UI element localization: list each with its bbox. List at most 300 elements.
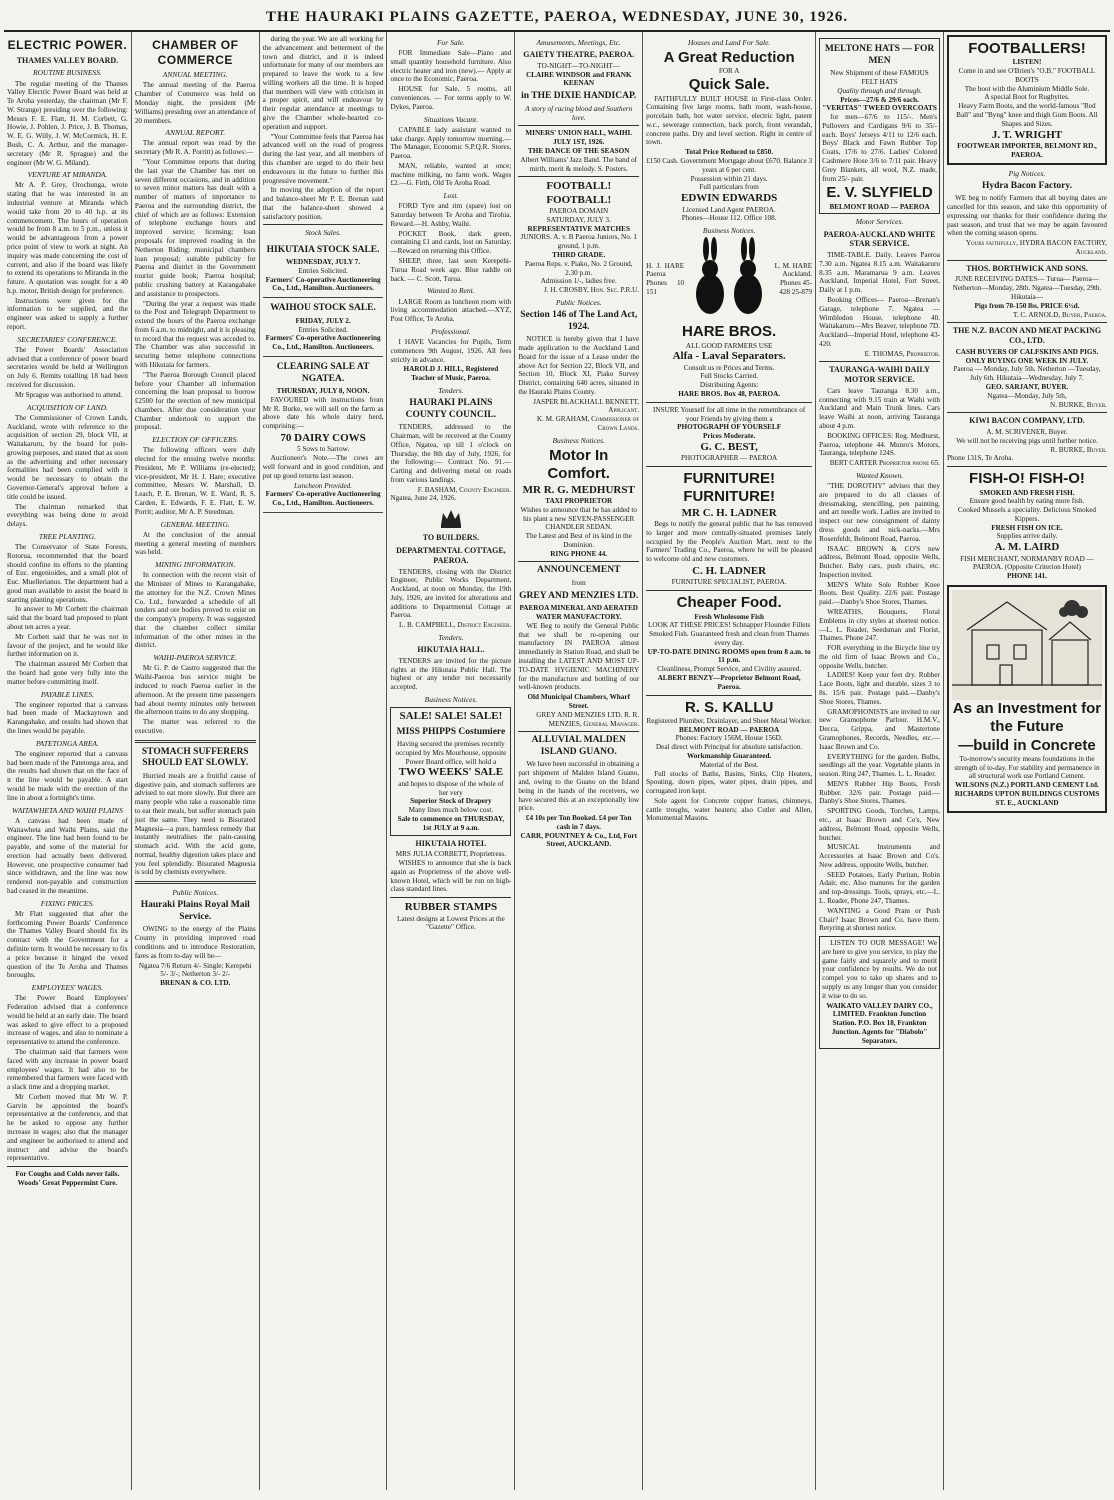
house-text: FAITHFULLY BUILT HOUSE in First-class Order. Containing five large rooms, bath room, wash-house, porcelain bath, hot water service, electric light, patent w.c., sewerage connection, back porch, front verandah, concrete paths. Dry and level section. Right in centre of town. — [646, 94, 813, 147]
plumber: Registered Plumber, Drainlayer, and Sheet Metal Worker. — [646, 716, 812, 725]
classified-ad: MEN'S Rubber Hip Boots, Fresh Rubber. 32/6 pair. Postage paid.—Danby's Shoe Stores, Thames. — [819, 779, 940, 806]
article-paragraph: The following officers were duly elected for the ensuing twelve months: President, Mr P. Williams (re-elected); vice-president, Mr H. J. Hare; executive committee, Messrs W. Marshall, D. Leach, P. E. Brenan, W. E. Ward, R. S. Carden, E. Edwards, F. E. Flatt, E. W. Porrit; auditor, Mr A. P. Steedman. — [134, 446, 256, 516]
taxi-phone: RING PHONE 44. — [550, 549, 608, 558]
hydra-title: Hydra Bacon Factory. — [981, 180, 1072, 191]
fish-merchant: FISH MERCHANT, NORMANBY ROAD — PAEROA. (Opposite Criterion Hotel) — [960, 554, 1094, 572]
article-paragraph: "The Paeroa Borough Council placed before your Chamber all information concerning the loan proposal to borrow £2500 for the erection of new municipal chambers. After due consideration your Chamber undertook to support the proposal. — [134, 370, 256, 432]
business-notices-heading: Business Notices. — [552, 435, 605, 445]
county-council-title: HAURAKI PLAINS COUNTY COUNCIL. — [405, 398, 497, 420]
total-price: Total Price Reduced to £850. — [685, 148, 774, 157]
classified-ad: WANTING a Good Pram or Push Chair? Isaac Brown and Co. have them. Retyring at shortest notice. — [819, 906, 940, 933]
motor-comfort-title: Motor In Comfort. — [547, 446, 610, 483]
sows-line: 5 Sows to Sarrow. — [296, 445, 350, 454]
section-heading: FIXING PRICES. — [40, 898, 95, 908]
below-cost: Many lines much below cost. — [408, 806, 494, 815]
guano-text: We have been successful in obtaining a part shipment of Malden Island Guano, and, owing to the Guano on the Island being in the hands of the receivers, we have secured this at an exceptionally low price. — [518, 760, 640, 813]
classified-ad: "THE DOROTHY" advises that they are prepared to do all classes of dressmaking, stencilling, pen painting, and art needle work. Ladies are invited to inspect our new consignment of dainty dress goods and nick-nacks.—Mrs Rosenfeldt, Belmont Road, Paeroa. — [819, 482, 940, 543]
guano-title: ALLUVIAL MALDEN ISLAND GUANO. — [531, 735, 626, 757]
tender-signature: L. B. CAMPBELL, District Engineer. — [399, 621, 512, 630]
reduction-title: A Great Reduction — [663, 49, 795, 67]
cottage-title: DEPARTMENTAL COTTAGE, PAEROA. — [396, 546, 506, 565]
article-paragraph: At the conclusion of the annual meeting a general meeting of members was held. — [134, 530, 256, 557]
section-heading: EMPLOYEES' WAGES. — [31, 983, 104, 993]
dance-title: THE DANCE OF THE SEASON — [528, 146, 630, 155]
tauranga-text: Cars leave Tauranga 8.30 a.m., connecting with 9.15 train at Waihi with Auckland and Main Trunk lines. Cars leave Waihi at noon, arriving Tauranga about 4 p.m. — [819, 386, 940, 431]
columns — [4, 32, 1110, 1490]
phipps-text: and hopes to dispose of the whole of her very — [398, 779, 504, 797]
mussels: Cooked Mussels a speciality. Delicious Smoked Kippers. — [957, 506, 1096, 523]
am-laird: A. M. LAIRD — [994, 541, 1060, 554]
ladner-text: Begs to notify the general public that he has removed to larger and more centrally-situated premises lately occupied by the People's Auction Mart, next to the Farmers' Trading Co., Paeroa, where he will be pleased to welcome old and new customers. — [646, 520, 813, 564]
furniture-title: FURNITURE! FURNITURE! — [683, 470, 775, 506]
wilsons-cement: WILSONS (N.Z.) PORTLAND CEMENT Ltd. RICHARDS UPTON BUILDINGS CUSTOMS ST. E., AUCKLAND — [954, 781, 1100, 807]
dairy-cows: 70 DAIRY COWS — [280, 432, 366, 445]
section-heading: PAYABLE LINES. — [40, 689, 94, 699]
land-act-notice: NOTICE is hereby given that I have made application to the Auckland Land Board for the issue of a Lease under the above Act for Section 22, Block VII, and Section 10, Block XI, Piako Survey District, containing 640 acres, situated in the Hauraki Plains County. — [518, 335, 640, 396]
mail-signature: BRENAN & CO. LTD. — [160, 979, 231, 988]
article-paragraph: The chairman said that farmers were faced with any increase in power board employees' wages. It had also to be remembered that farmers were faced with a slack time and a dropping market. — [7, 1048, 128, 1092]
miners-hall: MINERS' UNION HALL, WAIHI. JULY 1ST, 1926. — [525, 129, 633, 147]
classified-ad: MAN, reliable, wanted at once; machine milking, no farm work. Wages £2.—G. Firth, Old Te Aroha Road. — [390, 161, 512, 188]
peppermint-cure-ad: For Coughs and Colds never fails. Woods' Great Peppermint Cure. — [15, 1170, 120, 1187]
nz-bacon: THE N.Z. BACON AND MEAT PACKING CO., LTD. — [952, 326, 1102, 346]
article-paragraph: The Power Boards' Association advised that a conference of power board secretaries would be held at Wellington on July 6. Remits totalling 18 had been received for discussion. — [7, 345, 128, 390]
insure-text: INSURE Yourself for all time in the remembrance of your Friends by giving them a — [652, 405, 806, 423]
aluminium-sole: The boot with the Aluminium Middle Sole. — [964, 84, 1090, 93]
chambers-address: Old Municipal Chambers, Wharf Street. — [527, 693, 630, 710]
distributing-agents: Distributing Agents: — [699, 381, 759, 390]
article-paragraph: The matter was referred to the executive. — [134, 718, 256, 735]
luncheon-note: Luncheon Provided. — [294, 481, 353, 490]
film-blurb: A story of racing blood and Southern love. — [525, 104, 633, 122]
article-paragraph: "Your Committee reports that during the last year the Chamber has met on seven different occasions, and in addition to seven minor matters has dealt with a number of matters of importance to Paeroa and the surrounding district, the chief of which are as follows: Extension of telephone exchange hours and improved service; licensing; loan proposals for improved roading in the Netherton Riding; municipal chambers loan proposal; suitable publicity for Paeroa and district in the Government tourist guide book; Paeroa hospital; public crushing battery at Karangahake and assistance to prospectors. — [134, 158, 256, 298]
footballers-ad — [947, 35, 1107, 165]
fresh-fish: Fresh Wholesome Fish — [694, 612, 764, 621]
film-title: in THE DIXIE HANDICAP. — [521, 91, 637, 102]
classified-ad: FOR Immediate Sale—Piano and small quantity household furniture. Also electric heater and iron (new).— Apply at once to the Economic, Paeroa. — [390, 49, 512, 84]
classified-ad: EVERYTHING for the garden. Bulbs, seedlings all the year. Vegetable plants in season. Ring 247, Thames. L. L. Reader. — [819, 752, 940, 779]
clearing-sale-ad — [263, 357, 384, 513]
section-heading: ELECTION OF OFFICERS. — [152, 435, 239, 445]
kiwi-phone: Phone 131S, Te Aroha. — [946, 454, 1014, 463]
article-paragraph: Instructions were given for the information to be supplied, and the engineer was asked to supply a further report. — [7, 296, 128, 331]
mail-service-text: OWING to the energy of the Plains County in providing improved road conditions and to introduce Restoration, fares as from to-day will be— — [134, 925, 256, 960]
classified-ad: MUSICAL Instruments and Accessories at Isaac Brown and Co's. New address, opposite Wells, butcher. — [819, 843, 940, 869]
classified-ad: FOR everything in the Bicycle line try the old firm of Isaac Brown and Co., opposite Wells, butcher. — [819, 644, 940, 670]
rugby-boot: A special Boot for Rugbyites. — [984, 93, 1070, 102]
professional-heading: Professional. — [431, 326, 471, 336]
newspaper-page — [4, 4, 1110, 1492]
workmanship: Workmanship Guaranteed. — [687, 751, 772, 760]
medhurst-name: MR R. G. MEDHURST — [522, 483, 635, 496]
kallu-address: BELMONT ROAD — PAEROA — [679, 725, 780, 734]
footwear-importer: FOOTWEAR IMPORTER, BELMONT RD., PAEROA. — [957, 141, 1097, 159]
meltone-prices: Prices—27/6 & 29/6 each. — [840, 95, 919, 104]
classified-ad: SHEEP, three, last seen Kerepehi-Turua Road week ago. Blue raddle on back. — C. Scott, Turua. — [390, 257, 512, 283]
phipps-sale-ad — [390, 707, 511, 835]
article-paragraph: The Conservator of State Forests, Rotorua, recommended that the board should confine its efforts to the planting of Euc. engenioides, and a small plot of Euc. Muellerianus. The department had a good man available to assist the board in starting planting operations. — [7, 543, 128, 604]
classified-ad: GRAMOPHONISTS are invited to our new Gramophone Parlour. H.M.V., Decca, Grippa, and Mastertone Gramophones, Records, Needles, etc.—Isaac Brown and Co. — [819, 707, 940, 751]
burke-buyer: N. BURKE, Buyer. — [1050, 400, 1107, 409]
tenders-heading: Tenders. — [438, 385, 464, 395]
article-paragraph: The annual meeting of the Paeroa Chamber of Commerce was held on Monday night, the president (Mr Williams) presiding over an attendance of 20 members. — [134, 81, 256, 125]
fish-o-title: FISH-O! FISH-O! — [969, 470, 1085, 488]
material: Material of the Best. — [699, 760, 759, 769]
hydra-signature: Yours faithfully, HYDRA BACON FACTORY, Auckland. — [965, 239, 1107, 256]
all-good-farmers: ALL GOOD FARMERS USE — [685, 341, 773, 350]
scrivener: A. M. SCRIVENER, Buyer. — [986, 428, 1068, 437]
article-paragraph: Mr G. P. de Castro suggested that the Waihi-Paeroa bus service might be induced to reach Paeroa earlier in the afternoon. At the present time passengers had about twenty minutes only between the afternoon trains to do any shopping. — [134, 664, 256, 717]
white-star-title: PAEROA-AUCKLAND WHITE STAR SERVICE. — [823, 229, 936, 249]
crown-emblem-icon — [390, 507, 511, 529]
cheaper-food: Cheaper Food. — [676, 594, 782, 612]
article-paragraph: The chairman remarked that everything was being done to avoid delays. — [7, 502, 128, 529]
hall-title: HIKUTAIA HALL. — [417, 645, 485, 655]
edwin-edwards: EDWIN EDWARDS — [681, 192, 778, 205]
consult-prices: Consult us re Prices and Terms. — [683, 363, 775, 372]
chamber-subtitle: ANNUAL MEETING. — [162, 70, 228, 80]
alfa-laval: Alfa - Laval Separators. — [672, 350, 786, 363]
article-paragraph: "Your Committee feels that Paeroa has advanced well on the road of progress during the last year, and all members of this chamber are urged to do their best endeavours in the future to further this progressive movement." — [262, 132, 384, 185]
supplies: Supplies arrive daily. — [996, 532, 1058, 541]
music-teacher: HAROLD J. HILL, Registered Teacher of Music, Paeroa. — [403, 365, 499, 383]
cleanliness: Cleanliness, Prompt Service, and Civility assured. — [657, 665, 802, 674]
classified-ad: SPORTING Goods, Torches, Lamps, etc., at Isaac Brown and Co's, New address, Belmont Road, opposite Wells, butcher. — [819, 807, 940, 842]
for-sale-heading: For Sale. — [436, 38, 465, 47]
auctioneer-name: Farmers' Co-operative Auctioneering Co., Ltd., Hamilton. Auctioneers. — [265, 490, 381, 508]
stomach-ad-title: STOMACH SUFFERERS SHOULD EAT SLOWLY. — [141, 746, 249, 769]
column-7 — [816, 32, 944, 1490]
article-paragraph: In answer to Mr Corbett the chairman said that the board had proposed to plant about ten acres a year. — [7, 605, 128, 632]
smoked-fresh: SMOKED AND FRESH FISH. — [979, 488, 1075, 497]
hotel-text: WISHES to announce that she is back again as Proprietress of the above well-known Hotel, which will be run on high-class standard lines. — [390, 859, 512, 894]
white-star-proprietor: E. THOMAS, Proprietor. — [864, 349, 940, 358]
article-paragraph: The chairman assured Mr Corbett that the board had gone very fully into the matter before committing itself. — [7, 660, 128, 686]
from-word: from — [571, 578, 586, 587]
column-5 — [515, 32, 643, 1490]
houses-heading: Houses and Land For Sale. — [687, 38, 771, 47]
sarjant: GEO. SARJANT, BUYER. — [985, 382, 1069, 391]
football-title: FOOTBALL! FOOTBALL! — [546, 180, 612, 206]
dance-text: Albert Williams' Jazz Band. The band of mirth, merit & melody. S. Posters. — [520, 155, 638, 173]
kallu: R. S. KALLU — [684, 698, 774, 716]
auctioneer-note: Auctioneer's Note.—The cows are well forward and in good condition, and put up good returns last season. — [262, 454, 384, 480]
motor-services-heading: Motor Services. — [855, 217, 904, 227]
classified-ad: MEN'S White Sole Rubber Knee Boots. Best Quality. 22/6 pair. Postage paid.—Danby's Shoe Stores, Thames. — [819, 580, 940, 607]
waihou-stock-title: WAIHOU STOCK SALE. — [270, 303, 376, 314]
gaiety-theatre: GAIETY THEATRE, PAEROA. — [523, 50, 635, 60]
column-6 — [643, 32, 816, 1490]
fish-text: LOOK AT THESE PRICES! Schnapper Flounder Fillets Smoked Fish. Guaranteed fresh and clean from Thames every day. — [648, 621, 811, 647]
public-notices-heading: Public Notices. — [172, 888, 219, 898]
wanted-known-heading: Wanted Known. — [855, 470, 904, 480]
classified-ad: HOUSE for Sale, 5 rooms, all conveniences. — For terms apply to W. Dykes, Paeroa. — [390, 85, 512, 111]
rubber-stamps-title: RUBBER STAMPS — [404, 901, 498, 914]
land-act-title: Section 146 of The Land Act, 1924. — [520, 310, 638, 332]
veritas-text: for men—67/6 to 115/-. Men's Pullovers and Cardigans 9/6 to 35/- each. Boys' Jerseys 4/11 to 12/6 each. Boys' Black and Fawn Rubber Top Coats, 17/6 to 27/6. Ladies' Colored Cashmere Hose 3/6 to 7/11 pair. Heavy Grey Blankets, all wool, N.Z. made, from 25/- pair. — [822, 113, 937, 183]
electric-power-title: ELECTRIC POWER. — [7, 38, 128, 52]
concrete-agent: Sole agent for Concrete copper frames, chimneys, cattle troughs, water heaters; also Cutler and Allen, Monumental Masons. — [646, 796, 813, 823]
hare-box: HARE BROS. Box 48, PAEROA. — [678, 390, 781, 399]
tender-text: TENDERS, addressed to the Chairman, will be received at the County Office, Ngatea, up till 1 o'clock on Thursday, the 8th day of July, 1926, for the following:— Contract No. 91.—Carting and delivering metal on roads from various landings. — [390, 423, 512, 484]
article-paragraph: Mr A. P. Grey, Orochunga, wrote stating that he was interested in an industrial venture at Miranda which would take from 20 to 40 h.p. at its commencement. The hours of operation would be from 8 a.m. to 5 p.m., unless it would be advantageous from a power price point of view to work at night. An inquiry was made concerning the cost of current, and also if the board was likely to extend its operations to Miranda in the future. A quotation was sought for a 40 h.p. motor, British design for preference. — [7, 181, 128, 295]
electric-power-subtitle: THAMES VALLEY BOARD. — [16, 55, 119, 65]
concrete-text: To-morrow's security means foundations in the strength of to-day. For stability and permanence in all structural work use Portland Cement. — [954, 754, 1100, 781]
article-paragraph: Mr Flatt suggested that after the forthcoming Power Boards' Conference the Thames Valley Board should fix its contract with the Government for a definite term. It would be necessary to fix a price because it hinged the vexed question of the Te Aroha and Thames boroughs. — [7, 909, 128, 980]
section-heading: WAITAWHETA AND WAIHI PLAINS — [12, 805, 123, 815]
column-2 — [132, 32, 260, 1490]
grey-signature: GREY AND MENZIES LTD. R. R. MENZIES, General Manager. — [536, 710, 640, 728]
hikutaia-stock-ad — [263, 240, 384, 299]
article-paragraph: In moving the adoption of the report and balance-sheet Mr P. E. Brenan said that the balance-sheet showed a satisfactory position. — [262, 186, 384, 221]
jt-wright: J. T. WRIGHT — [991, 128, 1063, 141]
concrete-ad — [947, 585, 1107, 813]
ladner-signature: C. H. LADNER — [692, 565, 767, 578]
auctioneer-name: Farmers' Co-operative Auctioneering Co., Ltd., Hamilton. Auctioneers. — [265, 334, 381, 352]
entries-solicited: Entries Solicited. — [298, 325, 348, 334]
stock-sales-heading: Stock Sales. — [305, 228, 341, 238]
ngatea-date: Ngatea—Monday, July 5th, — [987, 391, 1067, 400]
juniors-match: JUNIORS. A. v. B Paeroa Juniors, No. 1 ground, 1 p.m. — [520, 233, 637, 251]
white-star-timetable: TIME-TABLE. Daily. Leaves Paeroa 7.30 a.m. Ngatea 8.15 a.m. Waitakaruru 8.35 a.m. Maramarua 9 a.m. Leaves Auckland, Imperial Hotel, Fort Street, Daily at 1 p.m. — [819, 251, 940, 295]
third-grade: THIRD GRADE. — [552, 251, 606, 259]
meltone-quality: Quality through and through. — [837, 86, 922, 95]
section-heading: ACQUISITION OF LAND. — [26, 402, 108, 412]
phipps-text: Having secured the premises recently occupied by Mrs Mourhouse, opposite Power Board office, will hold a — [395, 740, 507, 766]
principal: Deal direct with Principal for absolute satisfaction. — [655, 743, 803, 752]
footballers-title: FOOTBALLERS! — [968, 40, 1086, 57]
business-notices-heading: Business Notices. — [424, 694, 478, 704]
film-stars: CLAIRE WINDSOR and FRANK KEENAN — [525, 70, 632, 88]
mineral-factory: PAEROA MINERAL AND AERATED WATER MANUFACTORY. — [519, 604, 638, 622]
grey-menzies: GREY AND MENZIES LTD. — [519, 590, 639, 601]
article-paragraph: during the year. We are all working for the advancement and betterment of the town and district, and it is indeed unfortunate for many of our members are prepared to leave the work to a few willing workers all the time. It is hoped that members will view with criticism in a proper spirit, and will endeavour by their regular attendance at meetings to give the Chamber whole-hearted co-operation and support. — [262, 35, 384, 131]
article-paragraph: "During the year a request was made to the Post and Telegraph Department to extend the hours of the Paeroa exchange from 6 a.m. to midnight, and it is pleasing to record that the request was acceded to. The Chamber was also successful in securing better telephone connections with Hikutaia for farmers. — [134, 299, 256, 369]
masthead: THE HAURAKI PLAINS GAZETTE, PAEROA, WEDNESDAY, JUNE 30, 1926. — [4, 4, 1110, 32]
builders-title: TO BUILDERS. — [422, 533, 480, 543]
slyfield: E. V. SLYFIELD — [826, 184, 933, 202]
section-heading: GENERAL MEETING. — [160, 519, 230, 529]
classified-ad: CAPABLE lady assistant wanted to take charge. Apply tomorrow morning.—The Manager, Economic S.P.Q.R. Stores, Paeroa. — [390, 125, 512, 161]
taxi-text: Wishes to announce that he has added to his plant a new SEVEN-PASSENGER CHANDLER SEDAN. — [520, 505, 637, 532]
kiwi-bacon: KIWI BACON COMPANY, LTD. — [969, 416, 1085, 426]
waikato-dairy-ad — [819, 936, 940, 1048]
section-heading: PATETONGA AREA. — [35, 738, 99, 748]
kallu-phones: Phones: Factory 156M, House 156D. — [675, 734, 783, 743]
white-star-booking: Booking Offices— Paeroa—Brenan's Garage, telephone 7. Ngatea — Wimbledon House, telephone 40. Waitakaruru—Mrs Beaver, telephone 7D. Auckland—Imperial Hotel, telephone 43-420. — [819, 295, 940, 348]
tender-text: TENDERS are invited for the picture rights at the Hikutaia Public Hall. The highest or any tender not necessarily accepted. — [390, 656, 512, 692]
photographer: PHOTOGRAPHER — PAEROA — [681, 454, 778, 463]
listen-message: LISTEN TO OUR MESSAGE! We are here to give you service, to play the game fairly and squarely and to merit your confidence by results. We do not compel you to take up shares and to supply us any longer than you consider it wise to do so. — [822, 939, 937, 1000]
public-notices-heading: Public Notices. — [555, 297, 602, 307]
article-paragraph: Mr Corbett said that he was not in favour of the project, and he would like further information on it. — [7, 632, 128, 659]
superior-stock: Superior Stock of Drapery — [410, 797, 492, 806]
gc-best: G. C. BEST, — [700, 440, 758, 453]
tonight: TO-NIGHT—TO-NIGHT— — [537, 61, 621, 70]
column-1 — [4, 32, 132, 1490]
hydra-text: WE beg to notify Farmers that all buying dates are cancelled for this season, and take this opportunity of expressing our thanks for their confidence during the past season, and trust that we may be again favoured when the coming season opens. — [946, 194, 1107, 238]
hare-left-contact: H. J. HARE Paeroa Phones 10 151 — [646, 261, 685, 296]
tender-text: TENDERS, closing with the District Engineer, Public Works Department, Auckland, at noon on Monday, the 19th July, 1926, are invited for alterations and additions to Departmental Cottage at Paeroa. — [390, 567, 512, 620]
column-4 — [387, 32, 515, 1490]
waihou-stock-ad — [263, 298, 384, 357]
stomach-ad-text: Hurried meals are a fruitful cause of digestive pain, and stomach sufferers are advised to eat more slowly. But there are many people who take a reasonable time to eat their meals, but suffer stomach pain just the same. They need is Bisurated Magnesia—a pure, harmless remedy that instantly neutralises the pain-causing stomach acid. With the acid gone, normal, healthy digestion takes place and you feel splendidly. Bisurated Magnesia is sold by chemists everywhere. — [134, 771, 256, 877]
possession: Possession within 21 days. — [690, 174, 768, 183]
tender-signature: F. BASHAM, County Engineer. — [417, 485, 512, 494]
clearing-sale-date: THURSDAY, JULY 8, NOON. — [276, 387, 370, 396]
sale-banner: SALE! SALE! SALE! — [399, 710, 503, 723]
classified-ad: I HAVE Vacancies for Pupils, Term commences 9th August, 1926. All fees strictly in advance. — [390, 338, 512, 364]
tender-date: Ngatea, June 24, 1926. — [390, 494, 457, 503]
june-dates: JUNE RECEIVING DATES— Turua— Paeroa— Netherton—Monday, 28th. Ngatea—Tuesday, 29th. Hikutaia— — [952, 275, 1102, 302]
classified-ad: WREATHS, Bouquets, Floral Emblems in city styles at shortest notice.—L. L. Reader, Seedsman and Florist, Thames. Phone 247. — [819, 608, 940, 643]
obrien-boots: Come in and see O'Brien's "O.B." FOOTBALL BOOTS — [958, 67, 1096, 84]
concrete-building-icon — [952, 590, 1102, 700]
business-notices-heading: Business Notices. — [702, 226, 756, 236]
hikutaia-stock-title: HIKUTAIA STOCK SALE. — [266, 244, 380, 255]
entries-solicited: Entries Solicited. — [298, 266, 348, 275]
section-heading: TREE PLANTING. — [38, 531, 96, 541]
football-venue: PAEROA DOMAIN — [549, 207, 609, 216]
quick-sale: Quick Sale. — [688, 76, 770, 94]
column-3 — [260, 32, 388, 1490]
carr-pountney: CARR, POUNTNEY & Co., Ltd, Fort Street, AUCKLAND. — [520, 831, 637, 849]
article-paragraph: Mr Corbett moved that Mr W. P. Garvin be appointed the board's representative at the conference, and that he be asked to oppose any further increase in wages; also that the manager and engineer be authorised to attend and instruct and advise the board's representative. — [7, 1092, 128, 1163]
agent-phones: Phones—House 112. Office 108. — [681, 214, 777, 223]
classified-ad: POCKET Book, dark green, containing £1 and cards, lost on Saturday.—Reward on returning this Office. — [390, 229, 512, 256]
wanted-rent-heading: Wanted to Rent. — [427, 286, 475, 296]
hare-rabbits-icon — [684, 239, 774, 319]
section-heading: WAIHI-PAEROA SERVICE. — [153, 653, 238, 663]
mortgage: £150 Cash. Government Mortgage about £670. Balance 3 years at 6 per cent. — [646, 156, 813, 174]
column-8 — [944, 32, 1110, 1490]
section-heading: SECRETARIES' CONFERENCE. — [17, 334, 118, 344]
tauranga-title: TAURANGA-WAIHI DAILY MOTOR SERVICE. — [829, 365, 930, 385]
rep-matches: REPRESENTATIVE MATCHES — [527, 224, 630, 233]
land-agent: Licensed Land Agent PAEROA. — [682, 205, 776, 214]
classified-ad: LADIES! Keep your feet dry. Rubber Lace Boots, light and durable, sizes 3 to 8s. 15/6 pair. Postage paid.—Danby's Shoe Stores, Thames. — [819, 671, 940, 706]
chamber-title: CHAMBER OF COMMERCE — [152, 38, 239, 67]
admission: Admission 1/-, ladies free. — [540, 277, 617, 286]
for-a: FOR A — [718, 67, 740, 76]
phone-141: PHONE 141. — [1007, 572, 1047, 581]
hotel-title: HIKUTAIA HOTEL — [415, 838, 487, 848]
classified-ad: SEED Potatoes, Early Puritan, Robin Adair, etc. Also manures for the garden and top-dressings. Tools, sprays, etc.—L. L. Reader, Phone 247, Thames. — [819, 870, 940, 906]
pig-notices-heading: Pig Notices. — [1008, 168, 1046, 178]
article-paragraph: The annual report was read by the secretary (Mr R. A. Porritt) as follows:— — [134, 139, 256, 157]
meltone-text: New Shipment of these FAMOUS FELT HATS — [830, 69, 929, 86]
situations-heading: Situations Vacant. — [423, 114, 478, 124]
sale-commence: Sale to commence on THURSDAY, 1st JULY at 9 a.m. — [397, 814, 505, 832]
prices-moderate: Prices Moderate. — [702, 432, 756, 441]
furniture-specialist: FURNITURE SPECIALIST, PAEROA. — [671, 578, 787, 587]
full-particulars: Full particulars from — [699, 183, 759, 192]
article-paragraph: A canvass had been made of Waitawheta and Waihi Plains, said the engineer. The line had been found to be payable, and some of the material for erection had actually been delivered. However, one prospective consumer had since withdrawn, and the line was now rendered non-payable and construction had ceased in the meantime. — [7, 816, 128, 895]
dining-rooms: UP-TO-DATE DINING ROOMS open from 8 a.m. to 11 p.m. — [647, 647, 811, 665]
guano-price: £4 10s per Ton Booked. £4 per Ton cash in 7 days. — [525, 814, 632, 831]
taxi-proprietor: TAXI PROPRIETOR — [545, 496, 613, 505]
article-paragraph: The Power Board Employees' Federation advised that a conference would be held at an early date. The board was asked to give effect to a proposed increase of wages, and also to nominate a representative to attend the conference. — [7, 994, 128, 1047]
r-burke: R. BURKE, Buyer. — [1050, 445, 1107, 454]
waihou-stock-date: FRIDAY, JULY 2. — [295, 316, 351, 325]
rubber-stamps-text: Latest designs at Lowest Prices at the "Gazette" Office. — [397, 914, 505, 932]
borthwick: THOS. BORTHWICK AND SONS. — [966, 263, 1088, 273]
auctioneer-name: Farmers' Co-operative Auctioneering Co., Ltd., Hamilton. Auctioneers. — [265, 275, 381, 293]
mail-fares: Ngatea 7/6 Return 4/- Single; Kerepehi 5/- 3/-; Netherton 3/- 2/- — [138, 961, 252, 979]
veritas-title: "VERITAS" TWEED OVERCOATS — [822, 104, 937, 113]
benzy: ALBERT BENZY—Proprietor Belmont Road, Paeroa. — [657, 674, 801, 691]
july-dates: Paeroa — Monday, July 5th. Netherton —Tuesday, July 6th. Hikutaia—Wednesday, July 7. — [953, 365, 1101, 383]
build-concrete: —build in Concrete — [958, 736, 1096, 754]
only-one-week: ONLY BUYING ONE WEEK IN JULY. — [965, 356, 1089, 365]
article-paragraph: In connection with the recent visit of the Minister of Mines to Karangahake, the attorney for the N.Z. Crown Mines Co. Ltd., forwarded a schedule of all tenders and ore bodies proved to exist on the company's property. It was suggested that the chamber collect similar information of the other mines in the district. — [134, 571, 256, 650]
article-paragraph: Mr Sprague was authorised to attend. — [15, 390, 123, 399]
listen: LISTEN! — [1012, 58, 1042, 67]
football-date: SATURDAY, JULY 3. — [546, 215, 611, 224]
hare-bros-logo: HARE BROS. — [682, 323, 777, 341]
lost-heading: Lost. — [443, 191, 459, 201]
arnold-buyer: T. C. ARNOLD, Buyer, Paeroa. — [1012, 310, 1107, 319]
baths-text: Full stocks of Baths, Basins, Sinks, Clip Heaters, Spouting, down pipes, water pipes, drain pipes, and corrugated iron kept. — [646, 769, 813, 796]
waikato-dairy: WAIKATO VALLEY DAIRY CO., LIMITED. Frankton Junction Station. P.O. Box 18, Frankton Junction. Agents for "Diabolo" Separators. — [826, 1001, 933, 1045]
amusements-heading: Amusements, Meetings, Etc. — [536, 38, 621, 47]
applicant-sig: JASPER BLACKHALL BENNETT, Applicant. — [533, 397, 640, 415]
section-heading: MINING INFORMATION. — [155, 560, 236, 570]
article-paragraph: The Commissioner of Crown Lands, Auckland, wrote with reference to the acquisition of section 29, block VII, at Waitakaruru, by the board for pole-growing purposes, and stated that as soon as the advertising and other necessary formalities had been complied with it would be necessary to obtain the Governor-General's approval before a title could be issued. — [7, 413, 128, 501]
section-heading: ROUTINE BUSINESS. — [33, 68, 102, 78]
article-paragraph: The regular meeting of the Thames Valley Electric Power Board was held at Te Aroha yesterday, the chairman (Mr F. W. Strange) presiding over the following: Messrs F. E. Flatt, H. M. Corbett, G. Howie, J. Pohlen, J. Price, J. B. Thomas, W. E. G. Willy, J. W. McCormick, H. E. Bush, C. A. Arthur, and the manager-secretary (Mr R. Sprague) and the engineer (Mr W. G. Miland). — [7, 79, 128, 167]
hare-bros-ad — [646, 239, 812, 319]
not-receiving: We will not be receiving pigs until further notice. — [956, 436, 1098, 445]
commissioner-sig: K. M. GRAHAM, Commissioner of Crown Lands. — [536, 415, 640, 433]
mail-service-title: Hauraki Plains Royal Mail Service. — [140, 900, 250, 922]
phipps-title: MISS PHIPPS Costumiere — [396, 726, 506, 737]
ladner-name: MR C. H. LADNER — [681, 506, 777, 519]
tauranga-booking: BOOKING OFFICES: Reg. Medhurst, Paeroa, telephone 44. Munro's Motors, Tauranga, telephone 124S. — [819, 431, 940, 458]
section-heading: VENTURE AT MIRANDA. — [27, 170, 108, 180]
ensure-health: Ensure good health by eating more fish. — [969, 497, 1085, 506]
meltone-title: MELTONE HATS — FOR MEN — [824, 44, 935, 66]
section-heading: ANNUAL REPORT. — [165, 128, 226, 138]
fish-on-ice: FRESH FISH ON ICE. — [991, 523, 1063, 532]
tauranga-proprietor: BERT CARTER Proprietor phone 65. — [829, 459, 940, 468]
classified-ad: ISAAC BROWN & CO'S new address, Belmont Road, opposite Wells, Butcher. Baby cars, push chairs, etc. Inspection invited. — [819, 544, 940, 579]
article-paragraph: The engineer reported that a canvass had been made of the Patetonga area, and the results had shown that on the face of it the line would be payable. A start would be made with the erection of the line in about a fortnight's time. — [7, 749, 128, 802]
investment-title: As an Investment for the Future — [952, 699, 1102, 736]
clearing-sale-title: CLEARING SALE AT NGATEA. — [276, 361, 370, 384]
cash-buyers: CASH BUYERS OF CALFSKINS AND PIGS. — [955, 347, 1099, 356]
article-paragraph: The engineer reported that a canvass had been made of Mackaytown and Karangahake, and results had shown that the lines would be payable. — [7, 700, 128, 735]
hotel-proprietress: MRS JULIA CORBETT, Proprietress. — [395, 850, 507, 859]
secretary-sig: J. H. CROSBY, Hon. Sec. P.R.U. — [543, 286, 640, 295]
full-stocks: Full Stocks Carried. — [700, 372, 758, 381]
mineral-text: WE Beg to notify the General Public that we shall be re-opening our manufactory IN PAEROA almost immediately in Station Road, and shall be installing the LATEST AND MOST UP-TO-DATE HYGIENIC MACHINERY for the manufacture and bottling of our well-known products. — [518, 621, 640, 692]
gum-boots: Heavy Farm Boots, and the world-famous "Red Ball" and "Byng" knee and thigh Gum Boots. All Shapes and Sizes. — [956, 102, 1098, 128]
announcement-title: ANNOUNCEMENT — [537, 565, 621, 576]
hikutaia-stock-date: WEDNESDAY, JULY 7. — [286, 258, 361, 267]
classified-ad: LARGE Room as luncheon room with living accommodation attached.—XYZ, Post Office, Te Aroha. — [390, 297, 512, 324]
meltone-ad — [819, 38, 940, 214]
two-weeks-sale: TWO WEEKS' SALE — [398, 766, 504, 779]
pig-price: Pigs from 70-150 lbs. PRICE 6½d. — [974, 301, 1080, 310]
third-grade-match: Paeroa Reps. v. Piako, No. 2 Ground, 2.30 p.m. — [524, 259, 633, 277]
classified-ad: FORD Tyre and rim (spare) lost on Saturday between Te Aroha and Tirohia. Reward.—H. Ashby, Waihi. — [390, 202, 512, 228]
taxi-latest: The Latest and Best of its kind in the Dominion. — [525, 532, 632, 549]
slyfield-address: BELMONT ROAD — PAEROA — [829, 202, 930, 211]
hare-right-contact: L. M. HARE Auckland. Phones 45-428 25-879 — [774, 261, 813, 296]
tenders-heading: Tenders. — [438, 632, 464, 642]
clearing-sale-text: FAVOURED with instructions from Mr R. Burke, we will sell on the farm as above date his whole dairy herd, comprising:— — [262, 395, 384, 431]
